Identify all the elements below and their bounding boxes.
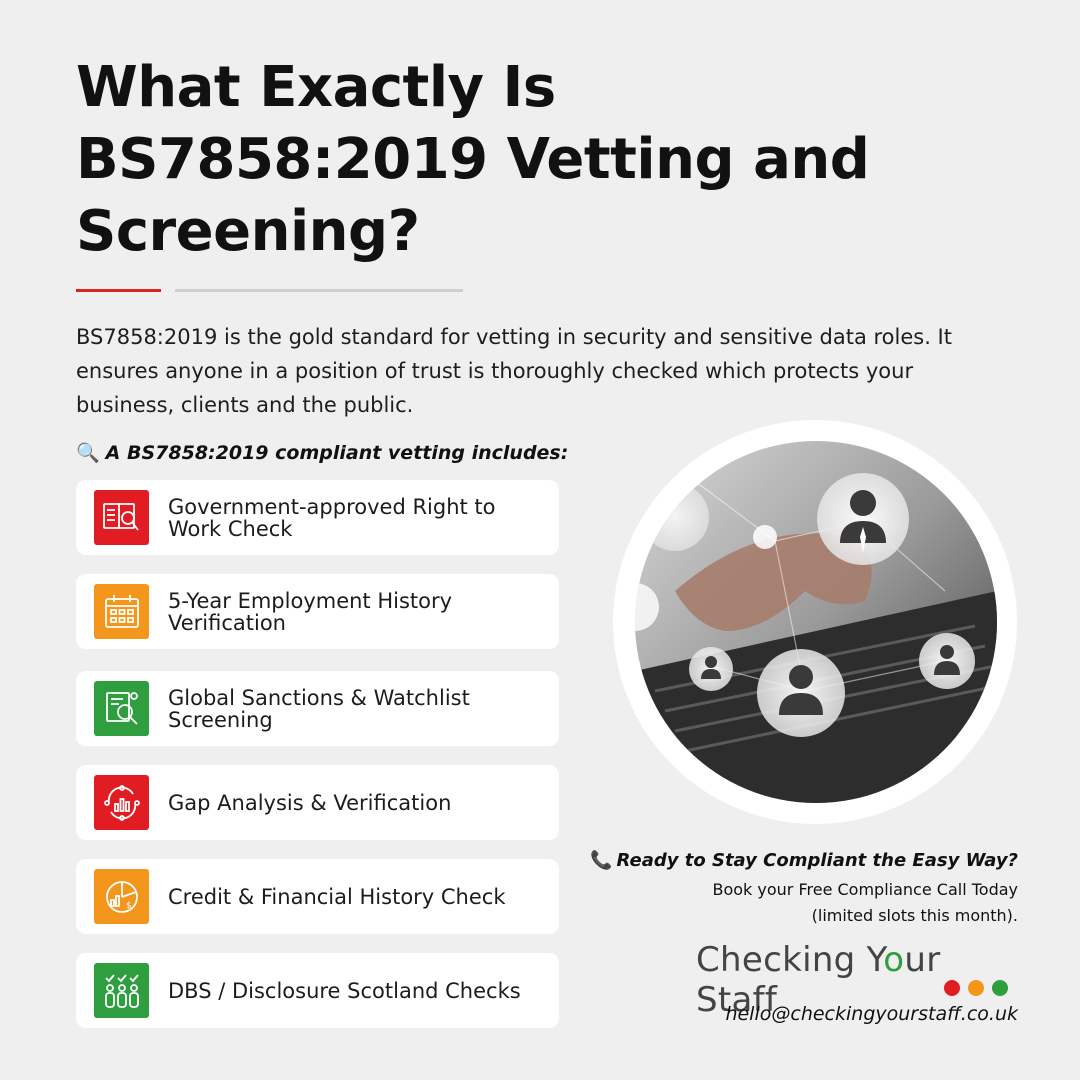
logo-dot-orange xyxy=(968,980,984,996)
checklist-item-label: Credit & Financial History Check xyxy=(168,884,506,909)
passport-check-icon xyxy=(94,490,149,545)
analysis-chart-icon xyxy=(94,775,149,830)
cta-heading-text: Ready to Stay Compliant the Easy Way? xyxy=(616,850,1018,871)
svg-text:$: $ xyxy=(125,900,132,911)
logo-dot-red xyxy=(944,980,960,996)
network-person-node xyxy=(757,649,845,737)
calendar-icon xyxy=(94,584,149,639)
intro-paragraph: BS7858:2019 is the gold standard for vetting in security and sensitive data roles. It ensures anyone in a position of trust is thoroughly checked which protects your business, clients and the public. xyxy=(76,325,952,417)
checklist-item-label: Gap Analysis & Verification xyxy=(168,790,452,815)
checklist-item-label: 5-Year Employment History Verification xyxy=(168,588,453,635)
email-link[interactable]: hello@checkingyourstaff.co.uk xyxy=(725,1003,1018,1025)
checklist-item-employment-history xyxy=(76,574,559,649)
cta-line-2: (limited slots this month). xyxy=(811,906,1018,925)
phone-icon: 📞 xyxy=(590,850,613,871)
title-line-3: Screening? xyxy=(76,199,420,264)
page-title xyxy=(76,52,976,268)
accent-divider xyxy=(76,289,161,292)
checklist-item-right-to-work xyxy=(76,480,559,555)
cta-heading xyxy=(590,850,1018,871)
network-person-node xyxy=(689,647,733,691)
includes-heading-text: A BS7858:2019 compliant vetting includes: xyxy=(105,442,569,464)
hands-typing-laptop-image xyxy=(635,441,997,803)
includes-heading xyxy=(76,441,568,464)
logo-dot-green xyxy=(992,980,1008,996)
title-line-2: BS7858:2019 Vetting and xyxy=(76,127,870,192)
financial-chart-icon xyxy=(94,869,149,924)
checklist-item-credit-history xyxy=(76,859,559,934)
logo-wordmark: Checking Your Staff xyxy=(696,940,941,1020)
network-person-node xyxy=(817,473,909,565)
checklist-item-label: Government-approved Right to Work Check xyxy=(168,494,496,541)
call-to-action xyxy=(590,850,1018,929)
document-search-icon xyxy=(94,681,149,736)
checklist-item-gap-analysis xyxy=(76,765,559,840)
title-line-1: What Exactly Is xyxy=(76,55,556,120)
checklist-item-label: DBS / Disclosure Scotland Checks xyxy=(168,978,521,1003)
magnifier-icon: 🔍 xyxy=(76,442,100,464)
cta-line-1: Book your Free Compliance Call Today xyxy=(712,880,1018,899)
grey-divider xyxy=(175,289,463,292)
checklist-item-label: Global Sanctions & Watchlist Screening xyxy=(168,685,470,732)
network-person-node xyxy=(919,633,975,689)
checklist-item-sanctions-screening xyxy=(76,671,559,746)
checklist-item-dbs-checks xyxy=(76,953,559,1028)
people-check-icon xyxy=(94,963,149,1018)
